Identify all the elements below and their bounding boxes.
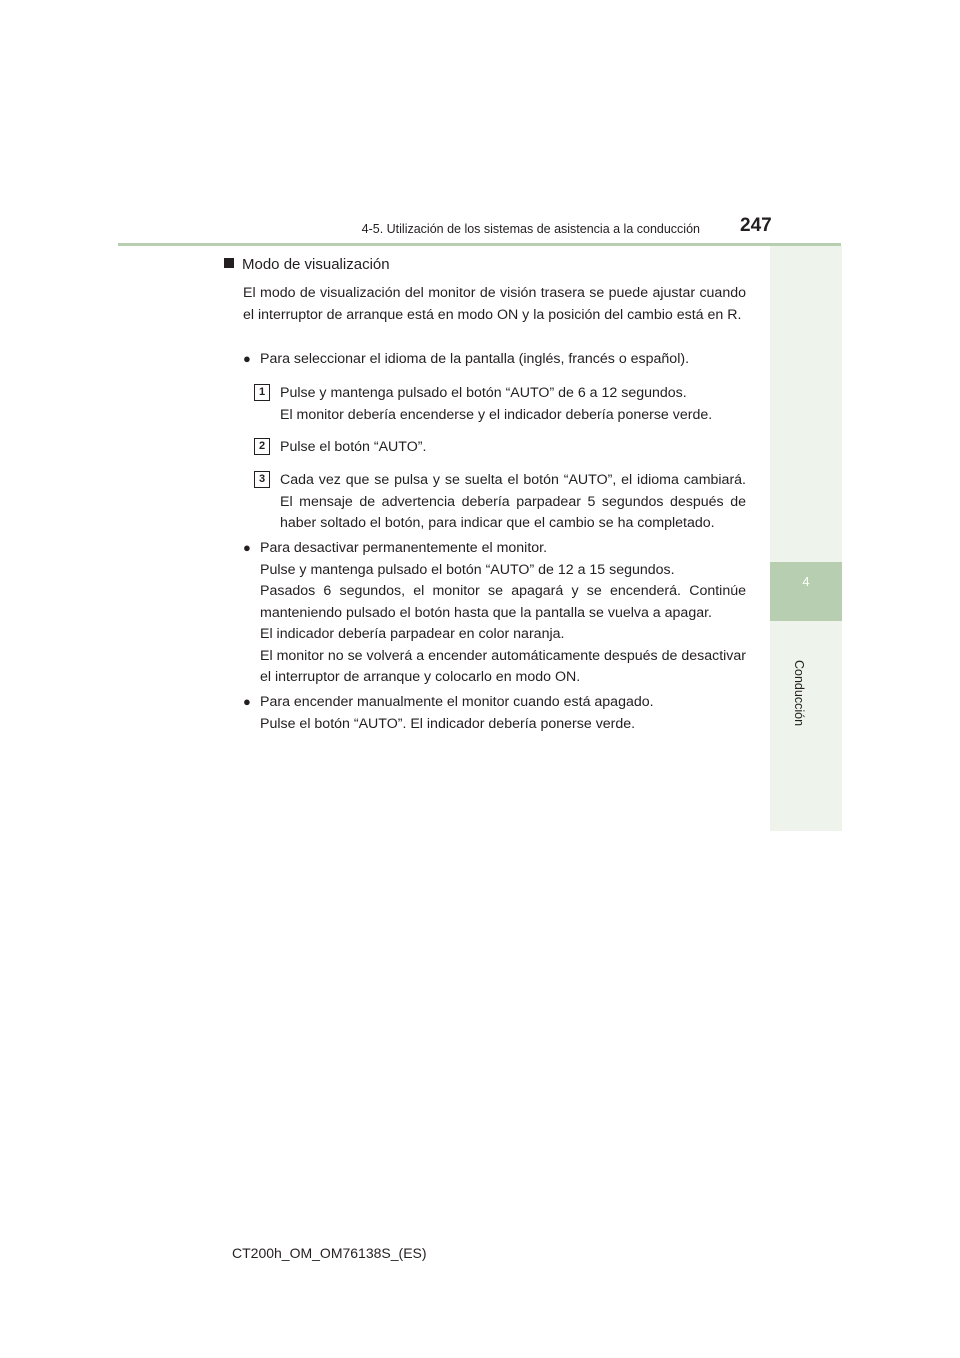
running-header-title: 4-5. Utilización de los sistemas de asistencia a la conducción	[361, 222, 700, 236]
bullet-icon: ●	[243, 694, 251, 709]
step-number-badge: 1	[254, 384, 270, 401]
step-text: Pulse y mantenga pulsado el botón “AUTO” de 6 a 12 segundos. El monitor debería encenderse y el indicador debería ponerse verde.	[280, 385, 713, 423]
document-code: CT200h_OM_OM76138S_(ES)	[232, 1245, 427, 1261]
step-number-badge: 3	[254, 471, 270, 488]
chapter-number: 4	[802, 574, 810, 589]
intro-paragraph: El modo de visualización del monitor de visión trasera se puede ajustar cuando el interruptor de arranque está en modo ON y la posición del cambio está en R.	[243, 285, 746, 323]
step-text: Pulse el botón “AUTO”.	[280, 439, 427, 455]
step-number-badge: 2	[254, 438, 270, 455]
bullet-icon: ●	[243, 351, 251, 366]
square-bullet-icon	[224, 258, 234, 268]
chapter-label-tab	[770, 621, 842, 831]
bullet-item: Para encender manualmente el monitor cuando está apagado. Pulse el botón “AUTO”. El indicador debería ponerse verde.	[260, 694, 654, 732]
chapter-label: Conducción	[792, 660, 806, 727]
bullet-item: Para desactivar permanentemente el monitor. Pulse y mantenga pulsado el botón “AUTO” de 12 a 15 segundos. Pasados 6 segundos, el monitor se apagará y se encenderá. Continúe manteniendo pulsado el botón hasta que la pantalla se vuelva a apagar. El indicador debería parpadear en color naranja. El monitor no se volverá a encender automáticamente después de desactivar el interruptor de arranque y colocarlo en modo ON.	[260, 540, 746, 685]
bullet-icon: ●	[243, 540, 251, 555]
bullet-item: Para seleccionar el idioma de la pantalla (inglés, francés o español).	[260, 351, 690, 367]
chapter-number-tab	[770, 562, 842, 621]
section-heading-text: Modo de visualización	[242, 256, 390, 273]
section-heading	[224, 256, 390, 273]
step-text: Cada vez que se pulsa y se suelta el botón “AUTO”, el idioma cambiará. El mensaje de advertencia debería parpadear 5 segundos después de haber soltado el botón, para indicar que el cambio se ha completado.	[280, 472, 746, 531]
page-number: 247	[740, 215, 772, 236]
header-divider	[118, 243, 841, 246]
